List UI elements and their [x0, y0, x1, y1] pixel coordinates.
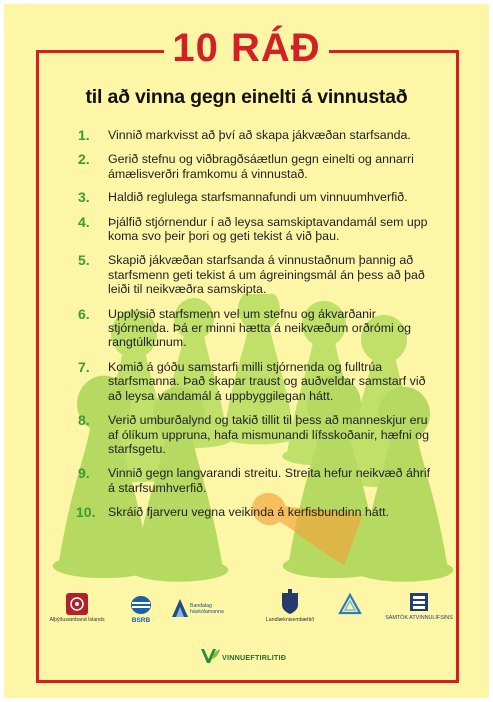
triangle-emblem-icon [337, 593, 363, 615]
landlaeknir-crest-icon [280, 589, 300, 615]
list-item-number: 6. [78, 305, 90, 322]
page-subtitle: til að vinna gegn einelti á vinnustað [85, 86, 408, 108]
list-item [78, 215, 438, 244]
logo-label: BSRB [131, 617, 151, 624]
list-item-number: 8. [78, 412, 90, 429]
sa-logo [380, 591, 458, 621]
list-item-number: 7. [78, 358, 90, 375]
list-item-text: Haldið reglulega starfsmannafundi um vinnuumhverfið. [108, 190, 408, 205]
list-item-text: Komið á góðu samstarfi milli stjórnenda og fulltrúa starfsmanna. Það skapar traust og auðveldar samstarf við að leysa vandamál á uppbyggilegan hátt. [108, 359, 426, 403]
list-item-text: Þjálfið stjórnendur í að leysa samskiptavandamál sem upp koma svo þeir þori og geti tekist á við þau. [108, 214, 428, 244]
partner-logo-5 [330, 593, 370, 617]
logo-label: Landlæknisembættið [265, 617, 315, 623]
list-item-number: 2. [78, 151, 90, 168]
list-item-number: 4. [78, 213, 90, 230]
list-item-number: 10. [76, 504, 96, 521]
list-item [78, 360, 438, 403]
list-item [78, 505, 438, 519]
list-item-number: 9. [78, 465, 90, 482]
poster [4, 4, 489, 698]
list-item-text: Skapið jákvæðan starfsanda á vinnustaðnum þannig að starfsmenn geti tekist á um ágreiningsmál án þess að það leiði til neikvæðra samskipta. [108, 253, 425, 297]
list-item-number: 1. [78, 127, 90, 143]
list-item [78, 190, 438, 204]
page-title: 10 RÁÐ [164, 26, 328, 70]
list-item [78, 466, 438, 495]
asi-logo [46, 593, 108, 623]
bsrb-logo [124, 595, 158, 624]
partner-logos [46, 589, 456, 633]
list-item-number: 3. [78, 189, 90, 206]
list-item-text: Vinnið gegn langvarandi streitu. Streita hefur neikvæð áhrif á starfsumhverfið. [108, 466, 431, 495]
list-item-text: Skráið fjarveru vegna veikinda á kerfisbundinn hátt. [108, 505, 390, 520]
leaf-emblem-icon [200, 647, 220, 665]
sa-emblem-icon [408, 591, 430, 613]
list-item [78, 413, 438, 456]
bsrb-emblem-icon [130, 595, 152, 615]
logo-label: Bandalag háskólamanna [190, 603, 224, 615]
bhm-emblem-icon [172, 597, 188, 619]
list-item [78, 253, 438, 296]
logo-label: SAMTÖK ATVINNULÍFSINS [385, 615, 453, 621]
list-item-text: Vinnið markvisst að því að skapa jákvæðan starfsanda. [108, 128, 411, 142]
bhm-logo [172, 597, 246, 619]
list-item-text: Verið umburðalynd og takið tillit til þess að manneskjur eru af ólíkum uppruna, hafa mismunandi lífsskoðanir, hæfni og starfsgetu. [108, 413, 429, 456]
list-item-number: 5. [78, 252, 90, 269]
landlaeknir-logo [260, 589, 320, 623]
list-item [78, 128, 438, 142]
list-item-text: Upplýsið starfsmenn vel um stefnu og ákvarðanir stjórnenda. Þá er minni hætta á neikvæðum orðrómi og rangtúlkunum. [108, 306, 412, 350]
title-wrap [4, 26, 489, 70]
logo-label: Alþýðusamband Íslands [49, 617, 105, 623]
list-item-text: Gerið stefnu og viðbragðsáætlun gegn einelti og annarri ámælisverðri framkomu á vinnustað. [108, 152, 414, 181]
vinnueftirlitid-logo [200, 647, 320, 665]
asi-emblem-icon [66, 593, 88, 615]
footer-label: VINNUEFTIRLITIÐ [222, 653, 287, 662]
list-item [78, 152, 438, 181]
list-item [78, 307, 438, 350]
tips-list [78, 128, 438, 520]
